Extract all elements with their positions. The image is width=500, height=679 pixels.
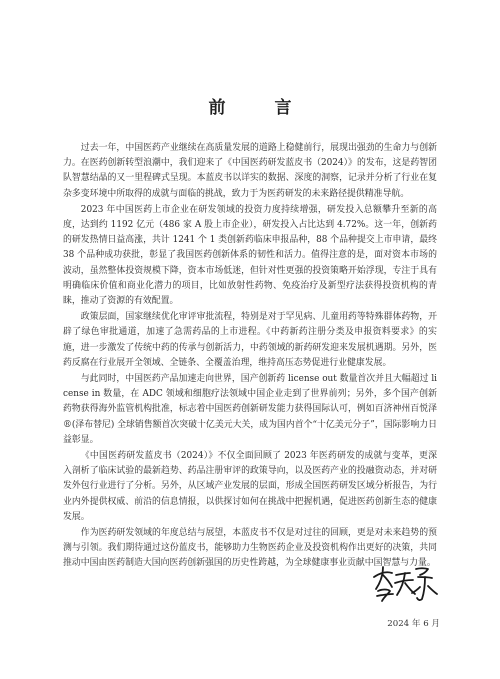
paragraph-3: 政策层面，国家继续优化审评审批流程，特别是对于罕见病、儿童用药等特殊群体药物，开辟了绿色审批通道，加速了急需药品的上市进程。《中药新药注册分类及申报资料要求》的实施，进一步激发了传统中药的传承与创新活力，中药领域的新药研发迎来发展机遇期。另外，医药反腐在行业展开全领域、全链条、全覆盖治理，维持高压态势促进行业健康发展。 <box>63 312 437 368</box>
paragraph-2: 2023 年中国医药上市企业在研发领域的投资力度持续增强，研发投入总额攀升至新的高度，达到约 1192 亿元（486 家 A 股上市企业），研发投入占比达到 4.72%。这一年，创新药的研发热情日益高涨，共计 1241 个 1 类创新药临床申报品种，88 个品种提交上市申请，最终 38 个品种成功获批，彰显了我国医药创新体系的韧性和活力。值得注意的是，面对资本市场的波动，虽然整体投资规模下降，资本市场低迷，但针对性更强的投资策略开始浮现，专注于具有明确临床价值和商业化潜力的项目，比如放射性药物、免疫治疗及新型疗法获得投资机构的青睐，推动了资源的有效配置。 <box>63 204 437 307</box>
paragraph-4: 与此同时，中国医药产品加速走向世界，国产创新药 license out 数量首次并且大幅超过 license in 数量，在 ADC 领域和细胞疗法领域中国企业走到了世界前列；另外，多个国产创新药物获得海外监管机构批准，标志着中国医药创新研发能力获得国际认可，例如百济神州百悦泽®(泽布替尼) 全球销售额首次突破十亿美元大关，成为国内首个“十亿美元分子”，国际影响力日益彰显。 <box>63 374 437 445</box>
paragraph-6: 作为医药研发领域的年度总结与展望，本蓝皮书不仅是对过往的回顾，更是对未来趋势的预测与引领。我们期待通过这份蓝皮书，能够助力生物医药企业及投资机构作出更好的决策，共同推动中国由医药制造大国向医药创新强国的历史性跨越，为全球健康事业贡献中国智慧与力量。 <box>63 528 437 569</box>
preface-body <box>63 141 437 573</box>
preface-date: 2024 年 6 月 <box>387 619 440 629</box>
paragraph-1: 过去一年，中国医药产业继续在高质量发展的道路上稳健前行，展现出强劲的生命力与创新力。在医药创新转型浪潮中，我们迎来了《中国医药研发蓝皮书（2024）》的发布，这是药智团队智慧结晶的又一里程碑式呈现。本蓝皮书以详实的数据、深度的洞察，记录并分析了行业在复杂多变环境中所取得的成就与面临的挑战，致力于为医药研发的未来路径提供精准导航。 <box>63 143 437 199</box>
paragraph-5: 《中国医药研发蓝皮书（2024）》不仅全面回顾了 2023 年医药研发的成就与变革，更深入剖析了临床试验的最新趋势、药品注册审评的政策导向，以及医药产业的投融资动态，并对研发外包行业进行了分析。另外，从区域产业发展的层面，形成全国医药研发区域分析报告，为行业内外提供权威、前沿的信息情报，以供探讨如何在挑战中把握机遇，促进医药创新生态的健康发展。 <box>63 451 437 522</box>
page-title: 前 言 <box>208 98 308 118</box>
handwritten-signature <box>368 561 440 605</box>
